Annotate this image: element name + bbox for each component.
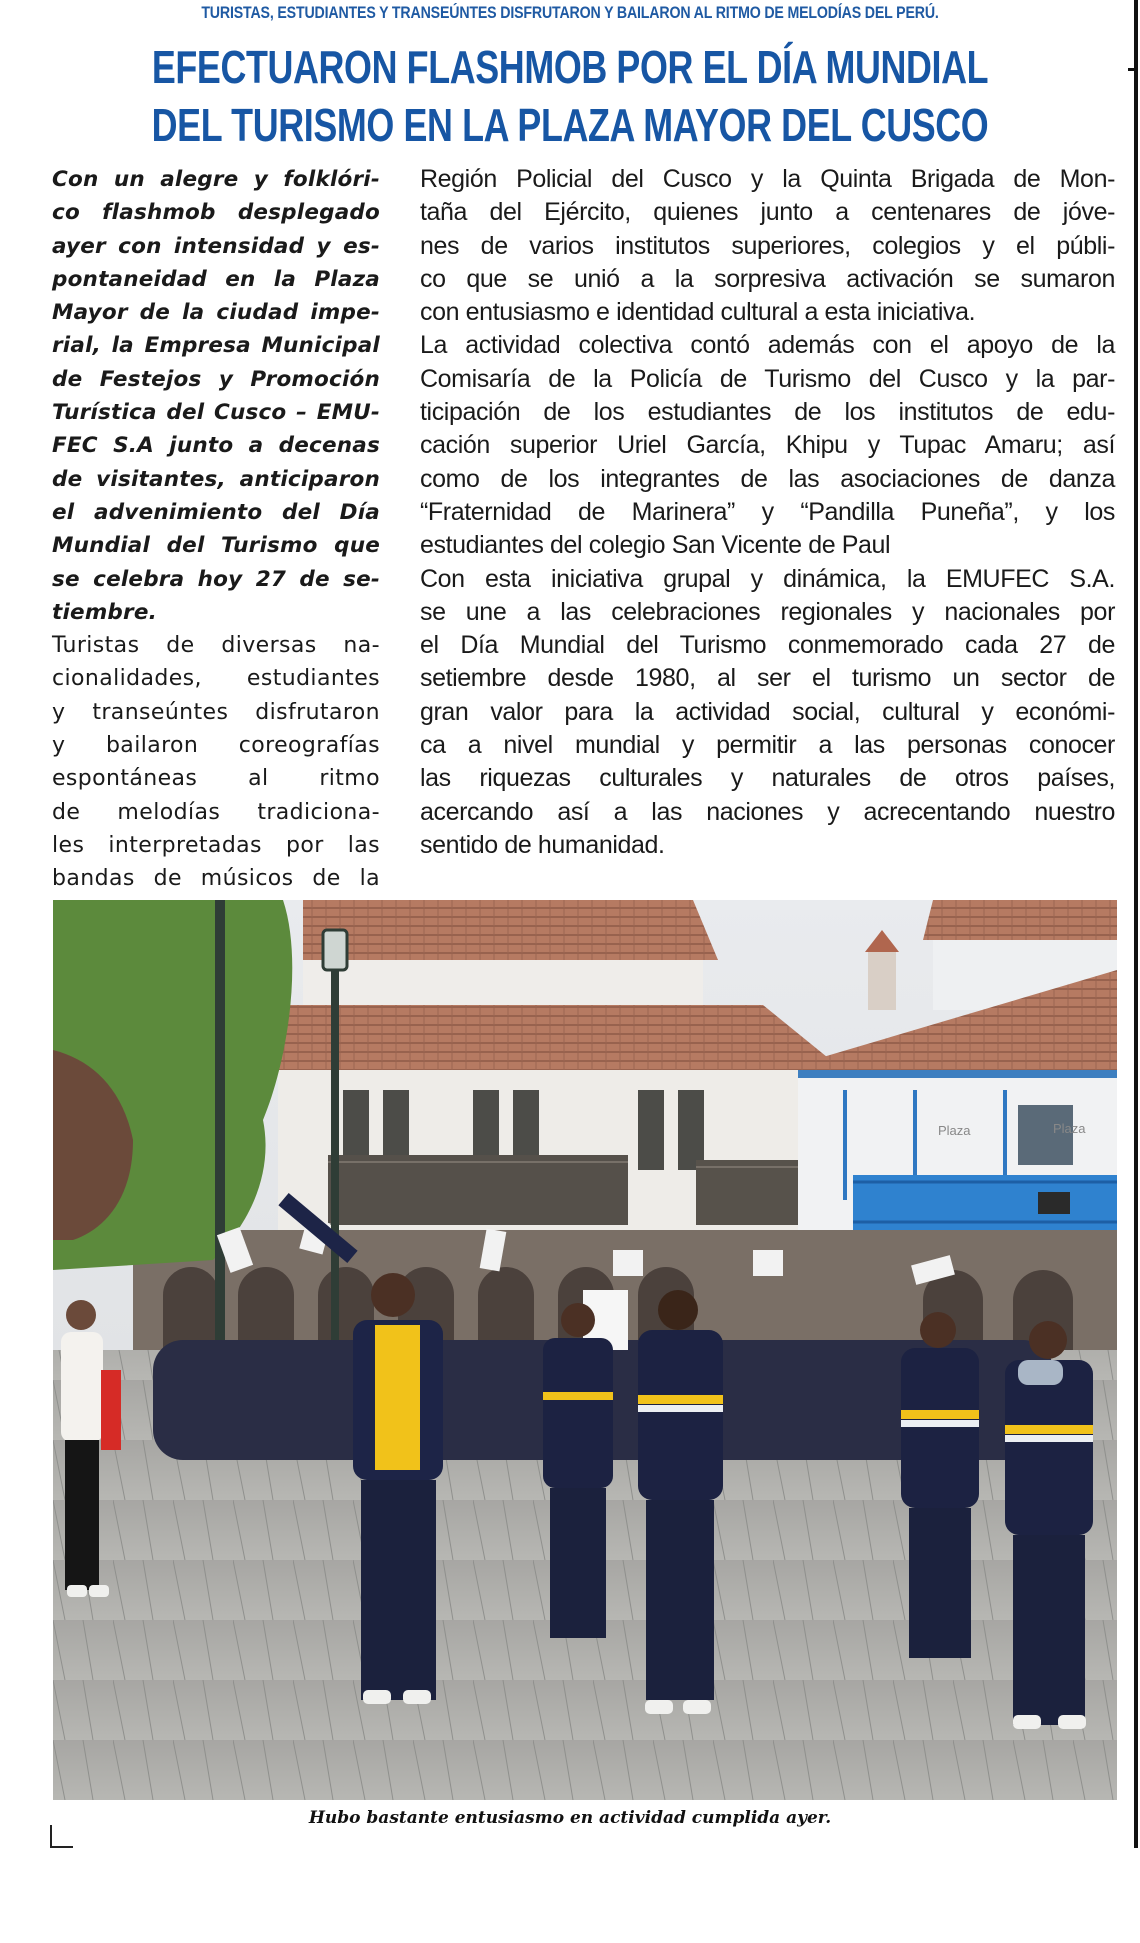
body-line: setiembre desde 1980, al ser el turismo un sector de <box>420 664 1115 693</box>
body-line: co que se unió a la sorpresiva activación se sumaron <box>420 264 1115 293</box>
lead-line: ayer con intensidad y es- <box>52 233 380 259</box>
body-line: Con esta iniciativa grupal y dinámica, la EMUFEC S.A. <box>420 564 1115 593</box>
body-line: La actividad colectiva contó además con el apoyo de la <box>420 331 1115 360</box>
body-line: ca a nivel mundial y permitir a las personas conocer <box>420 731 1115 760</box>
body-line: espontáneas al ritmo <box>52 766 380 792</box>
right-column <box>420 163 1115 862</box>
body-line: y transeúntes disfrutaron <box>52 699 380 725</box>
body-line: el Día Mundial del Turismo conmemorado cada 27 de <box>420 631 1115 660</box>
page-border-right <box>1134 0 1138 1848</box>
photo-caption: Hubo bastante entusiasmo en actividad cumplida ayer. <box>308 1808 832 1828</box>
body-line: acercando así a las naciones y acrecentando nuestro <box>420 797 1115 826</box>
lead-line: Turística del Cusco – EMU- <box>52 400 380 426</box>
lead-line: Con un alegre y folklóri- <box>52 167 380 192</box>
photo-illustration <box>53 900 1117 1800</box>
body-line: nes de varios institutos superiores, colegios y el públi- <box>420 231 1115 260</box>
body-line: con entusiasmo e identidad cultural a esta iniciativa. <box>420 298 976 327</box>
left-column <box>52 163 380 896</box>
lead-line: FEC S.A junto a decenas <box>52 433 380 459</box>
body-line: “Fraternidad de Marinera” y “Pandilla Puneña”, y los <box>420 497 1115 526</box>
article-kicker: TURISTAS, ESTUDIANTES Y TRANSEÚNTES DISFRUTARON Y BAILARON AL RITMO DE MELODÍAS DEL PERÚ. <box>201 4 939 22</box>
body-line: y bailaron coreografías <box>52 733 380 759</box>
body-line: Comisaría de la Policía de Turismo del Cusco y la par- <box>420 364 1115 393</box>
lead-line: Mundial del Turismo que <box>52 533 380 559</box>
body-line: les interpretadas por las <box>52 832 380 858</box>
body-line: ticipación de los estudiantes de los institutos de edu- <box>420 398 1115 427</box>
body-line: las riquezas culturales y naturales de otros países, <box>420 764 1115 793</box>
lead-line: rial, la Empresa Municipal <box>52 333 380 359</box>
body-line: se une a las celebraciones regionales y nacionales por <box>420 597 1115 626</box>
plaza-sign-text: Plaza <box>938 1123 971 1138</box>
lead-line: de visitantes, anticiparon <box>52 466 380 492</box>
article-photo <box>53 900 1117 1800</box>
body-line: taña del Ejército, quienes junto a centenares de jóve- <box>420 198 1115 227</box>
lead-line: se celebra hoy 27 de se- <box>52 566 380 592</box>
lead-line: tiembre. <box>52 599 157 625</box>
body-line: estudiantes del colegio San Vicente de Paul <box>420 531 891 560</box>
body-line: de melodías tradiciona- <box>52 799 380 825</box>
article-headline <box>0 38 1140 154</box>
crop-mark <box>50 1846 73 1848</box>
lead-line: pontaneidad en la Plaza <box>52 266 380 292</box>
body-line: Turistas de diversas na- <box>52 633 380 659</box>
plaza-sign-text-2: Plaza <box>1053 1121 1086 1136</box>
body-line: cionalidades, estudiantes <box>52 666 380 692</box>
body-line: como de los integrantes de las asociaciones de danza <box>420 464 1115 493</box>
lead-line: de Festejos y Promoción <box>52 366 380 392</box>
body-line: sentido de humanidad. <box>420 830 665 859</box>
body-line: bandas de músicos de la <box>52 866 380 892</box>
headline-line-1: EFECTUARON FLASHMOB POR EL DÍA MUNDIAL <box>151 41 989 93</box>
body-line: cación superior Uriel García, Khipu y Tupac Amaru; así <box>420 431 1115 460</box>
lead-line: el advenimiento del Día <box>52 499 380 525</box>
body-paragraph-left <box>52 629 380 895</box>
headline-line-2: DEL TURISMO EN LA PLAZA MAYOR DEL CUSCO <box>151 99 989 151</box>
lead-line: Mayor de la ciudad impe- <box>52 300 380 326</box>
body-line: Región Policial del Cusco y la Quinta Brigada de Mon- <box>420 165 1115 193</box>
lead-line: co flashmob desplegado <box>52 200 380 226</box>
lead-paragraph <box>52 163 380 629</box>
body-line: gran valor para la actividad social, cultural y económi- <box>420 697 1115 726</box>
crop-mark <box>50 1825 52 1848</box>
